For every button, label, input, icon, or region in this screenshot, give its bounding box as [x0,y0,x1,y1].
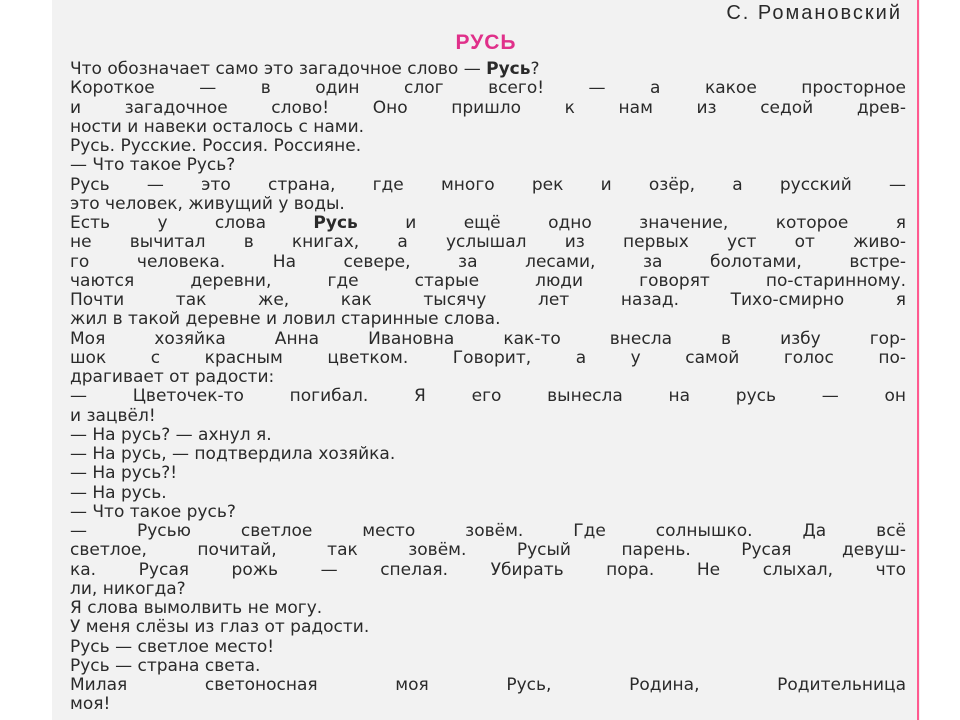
line-text: Русь — страна света. [70,656,261,676]
line-text: чаются деревни, где старые люди говорят по-старинному. [70,271,906,291]
line-text: не вычитал в книгах, а услышал из первых уст от живо- [70,233,906,253]
line-text: Я слова вымолвить не могу. [70,599,323,618]
line-text: — На русь. [70,483,167,503]
line-text: — На русь? — ахнул я. [70,425,272,445]
text-line [70,137,906,156]
line-text: моя! [70,695,111,715]
book-page [52,0,920,720]
line-text: Милая светоносная моя Русь, Родина, Родительница [70,676,906,695]
line-text: Русь. Русские. Россия. Россияне. [70,137,362,156]
line-text: Короткое — в один слог всего! — а какое просторное [70,79,906,99]
page-edge-line [917,0,919,720]
line-text: — Что такое Русь? [70,156,236,176]
line-text-after: и ещё одно значение, которое я [357,214,906,233]
text-line [70,176,906,195]
bold-word: Русь [313,214,358,233]
line-text: У меня слёзы из глаз от радости. [70,618,370,638]
text-line [70,79,906,98]
text-line [70,253,906,272]
line-text: жил в такой деревне и ловил старинные слова. [70,310,501,330]
line-text: Почти так же, как тысячу лет назад. Тихо-смирно я [70,291,906,310]
line-text: — На русь?! [70,464,178,484]
text-line [70,638,906,657]
line-text: — Русью светлое место зовём. Где солнышко. Да всё [70,522,906,541]
author-name: С. Романовский [726,2,902,24]
text-line [70,484,906,503]
text-line [70,60,906,79]
text-line [70,561,906,580]
text-line [70,464,906,483]
line-text: Моя хозяйка Анна Ивановна как-то внесла в избу гор- [70,329,906,349]
text-line [70,695,906,714]
text-line [70,657,906,676]
text-line [70,349,906,368]
text-line [70,522,906,541]
text-line [70,407,906,426]
line-text: Есть у слова [70,214,314,233]
text-line [70,195,906,214]
text-line [70,599,906,618]
text-line [70,291,906,310]
line-text: драгивает от радости: [70,368,275,387]
text-line [70,368,906,387]
text-line [70,676,906,695]
story-title: РУСЬ [455,31,517,54]
bold-word: Русь [486,60,531,79]
line-text: — На русь, — подтвердила хозяйка. [70,445,396,464]
text-line [70,214,906,233]
text-line [70,330,906,349]
line-text: го человека. На севере, за лесами, за болотами, встре- [70,252,906,272]
text-line [70,233,906,252]
line-text: светлое, почитай, так зовём. Русый парень. Русая девуш- [70,541,906,561]
line-text: ли, никогда? [70,579,186,599]
text-line [70,156,906,175]
text-line [70,99,906,118]
text-line [70,272,906,291]
line-text: шок с красным цветком. Говорит, а у самой голос по- [70,348,906,368]
text-line [70,503,906,522]
line-text: Русь — это страна, где много рек и озёр, а русский — [70,175,906,195]
line-text: и зацвёл! [70,406,156,426]
line-text: Что обозначает само это загадочное слово — [70,60,487,79]
line-text: это человек, живущий у воды. [70,194,345,214]
line-text: — Цветочек-то погибал. Я его вынесла на русь — он [70,387,906,407]
line-text: ка. Русая рожь — спелая. Убирать пора. Не слыхал, что [70,560,906,580]
text-line [70,618,906,637]
text-line [70,426,906,445]
text-line [70,310,906,329]
text-line [70,445,906,464]
line-text: Русь — светлое место! [70,637,275,657]
line-text-after: ? [530,60,540,79]
text-line [70,580,906,599]
text-line [70,118,906,137]
story-text [70,60,906,715]
line-text: и загадочное слово! Оно пришло к нам из седой древ- [70,98,906,118]
line-text: ности и навеки осталось с нами. [70,117,365,137]
line-text: — Что такое русь? [70,502,236,522]
text-line [70,541,906,560]
text-line [70,387,906,406]
